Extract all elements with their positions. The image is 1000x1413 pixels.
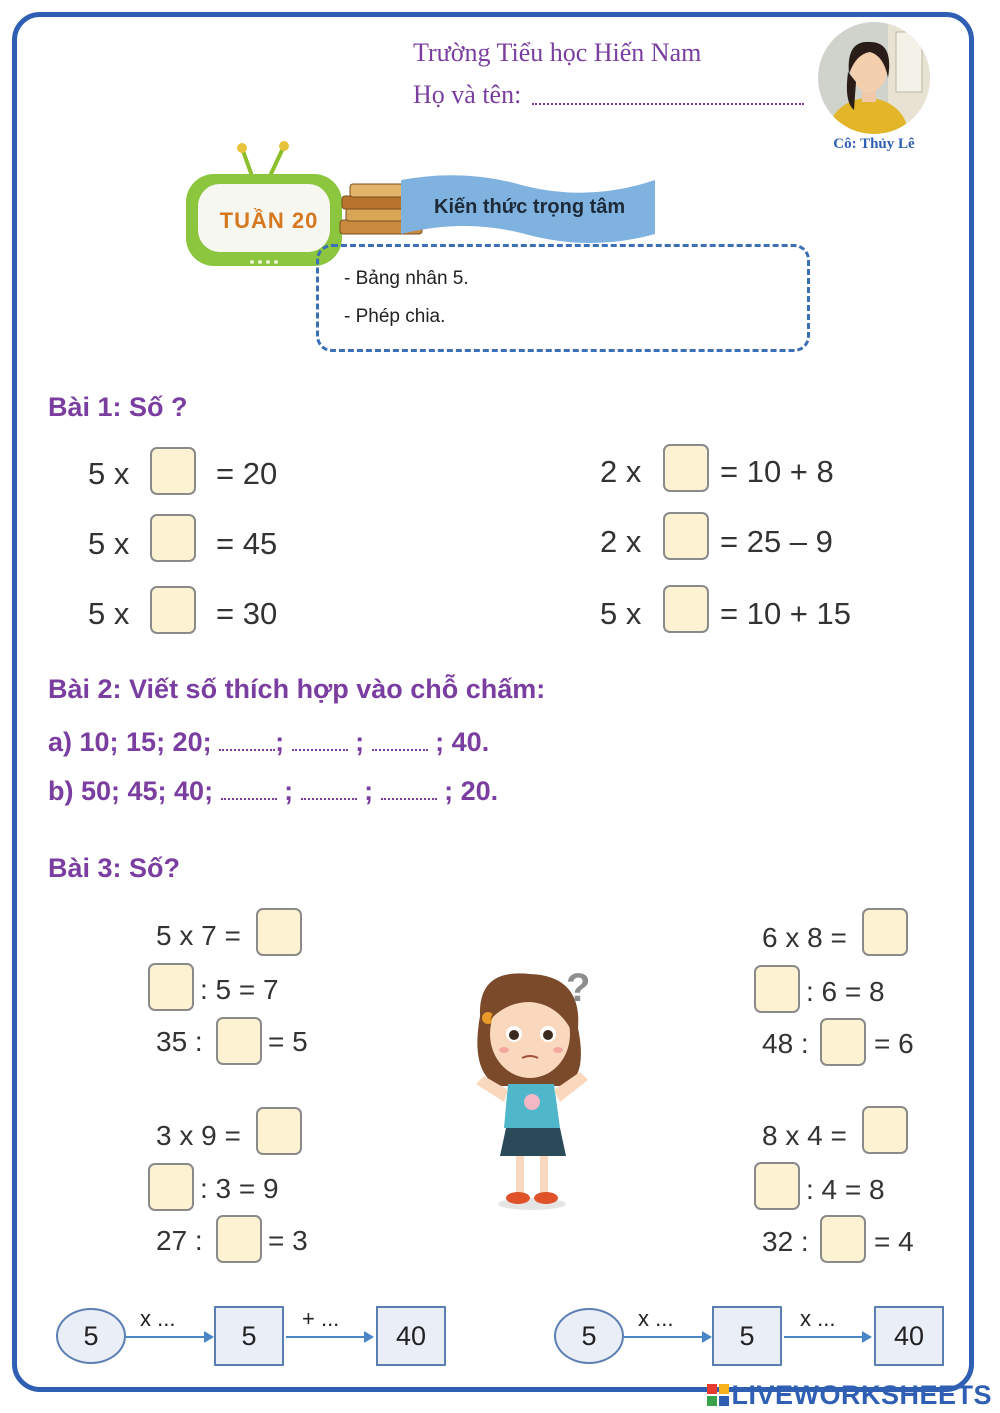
blank-input[interactable] <box>372 745 428 751</box>
answer-box[interactable] <box>150 447 196 495</box>
eq-suffix: = 30 <box>216 596 278 631</box>
eq-line: : 6 = 8 <box>806 976 885 1007</box>
eq-prefix: 5 x <box>88 526 130 561</box>
answer-box[interactable] <box>663 585 709 633</box>
chain-op[interactable]: x ... <box>800 1306 836 1331</box>
eq-line: 6 x 8 = <box>762 922 847 953</box>
banner-title: Kiến thức trọng tâm <box>434 196 626 218</box>
chain-end: 40 <box>874 1306 944 1366</box>
eq-line: 8 x 4 = <box>762 1120 847 1151</box>
sequence-b <box>48 776 498 807</box>
eq-line: : 3 = 9 <box>200 1173 279 1204</box>
week-label: TUẦN 20 <box>219 208 319 233</box>
chain-mid: 5 <box>712 1306 782 1366</box>
answer-box[interactable] <box>216 1215 262 1263</box>
name-input-line[interactable] <box>532 103 804 105</box>
eq-prefix: 5 x <box>88 456 130 491</box>
answer-box[interactable] <box>216 1017 262 1065</box>
eq-line: = 6 <box>874 1028 914 1059</box>
teacher-name: Cô: Thủy Lê <box>833 136 915 152</box>
answer-box[interactable] <box>754 1162 800 1210</box>
answer-box[interactable] <box>148 963 194 1011</box>
eq-prefix: 2 x <box>600 524 642 559</box>
answer-box[interactable] <box>820 1018 866 1066</box>
arrow-right-icon <box>784 1330 874 1344</box>
separator: ; <box>284 776 294 806</box>
chain-start: 5 <box>56 1308 126 1364</box>
eq-prefix: 2 x <box>600 454 642 489</box>
liveworksheets-brand <box>707 1380 992 1411</box>
answer-box[interactable] <box>820 1215 866 1263</box>
chain-mid: 5 <box>214 1306 284 1366</box>
eq-line: 3 x 9 = <box>156 1120 241 1151</box>
exercise-3-title: Bài 3: Số? <box>48 853 181 883</box>
liveworksheets-logo-icon <box>707 1382 729 1404</box>
answer-box[interactable] <box>754 965 800 1013</box>
chain-op[interactable]: + ... <box>302 1306 340 1331</box>
separator: ; <box>275 727 285 757</box>
brand-text: LIVEWORKSHEETS <box>731 1380 992 1410</box>
eq-prefix: 5 x <box>88 596 130 631</box>
exercise-2-title: Bài 2: Viết số thích hợp vào chỗ chấm: <box>48 674 546 704</box>
eq-suffix: = 45 <box>216 526 278 561</box>
eq-suffix: = 25 – 9 <box>720 524 833 559</box>
sequence-a-prefix: a) 10; 15; 20; <box>48 727 212 757</box>
sequence-a <box>48 727 489 758</box>
eq-line: = 4 <box>874 1226 914 1257</box>
sequence-b-end: ; 20. <box>444 776 499 806</box>
eq-prefix: 5 x <box>600 596 642 631</box>
answer-box[interactable] <box>862 1106 908 1154</box>
chain-end: 40 <box>376 1306 446 1366</box>
answer-box[interactable] <box>663 444 709 492</box>
answer-box[interactable] <box>256 908 302 956</box>
separator: ; <box>355 727 365 757</box>
exercise-1-title: Bài 1: Số ? <box>48 392 188 422</box>
eq-line: 32 : <box>762 1226 809 1257</box>
answer-box[interactable] <box>256 1107 302 1155</box>
answer-box[interactable] <box>150 514 196 562</box>
chain-op[interactable]: x ... <box>140 1306 176 1331</box>
blank-input[interactable] <box>292 745 348 751</box>
eq-suffix: = 20 <box>216 456 278 491</box>
blank-input[interactable] <box>301 794 357 800</box>
eq-suffix: = 10 + 15 <box>720 596 852 631</box>
eq-line: = 5 <box>268 1026 308 1057</box>
teacher-avatar <box>818 22 930 134</box>
name-label: Họ và tên: <box>413 80 522 109</box>
eq-line: 35 : <box>156 1026 203 1057</box>
blank-input[interactable] <box>221 794 277 800</box>
arrow-right-icon <box>624 1330 714 1344</box>
answer-box[interactable] <box>862 908 908 956</box>
eq-line: = 3 <box>268 1225 308 1256</box>
question-mark: ? <box>566 966 591 1010</box>
chain-op[interactable]: x ... <box>638 1306 674 1331</box>
blank-input[interactable] <box>219 745 275 751</box>
key-point-item: - Phép chia. <box>344 306 446 327</box>
key-point-item: - Bảng nhân 5. <box>344 268 469 289</box>
arrow-right-icon <box>126 1330 216 1344</box>
answer-box[interactable] <box>663 512 709 560</box>
eq-line: : 5 = 7 <box>200 974 279 1005</box>
chain-start: 5 <box>554 1308 624 1364</box>
blank-input[interactable] <box>381 794 437 800</box>
answer-box[interactable] <box>148 1163 194 1211</box>
separator: ; <box>364 776 374 806</box>
school-name: Trường Tiểu học Hiến Nam <box>413 38 702 67</box>
sequence-a-end: ; 40. <box>435 727 490 757</box>
eq-line: 48 : <box>762 1028 809 1059</box>
sequence-b-prefix: b) 50; 45; 40; <box>48 776 214 806</box>
eq-suffix: = 10 + 8 <box>720 454 834 489</box>
eq-line: : 4 = 8 <box>806 1174 885 1205</box>
arrow-right-icon <box>286 1330 376 1344</box>
answer-box[interactable] <box>150 586 196 634</box>
key-points-box <box>316 244 810 352</box>
eq-line: 5 x 7 = <box>156 920 241 951</box>
eq-line: 27 : <box>156 1225 203 1256</box>
